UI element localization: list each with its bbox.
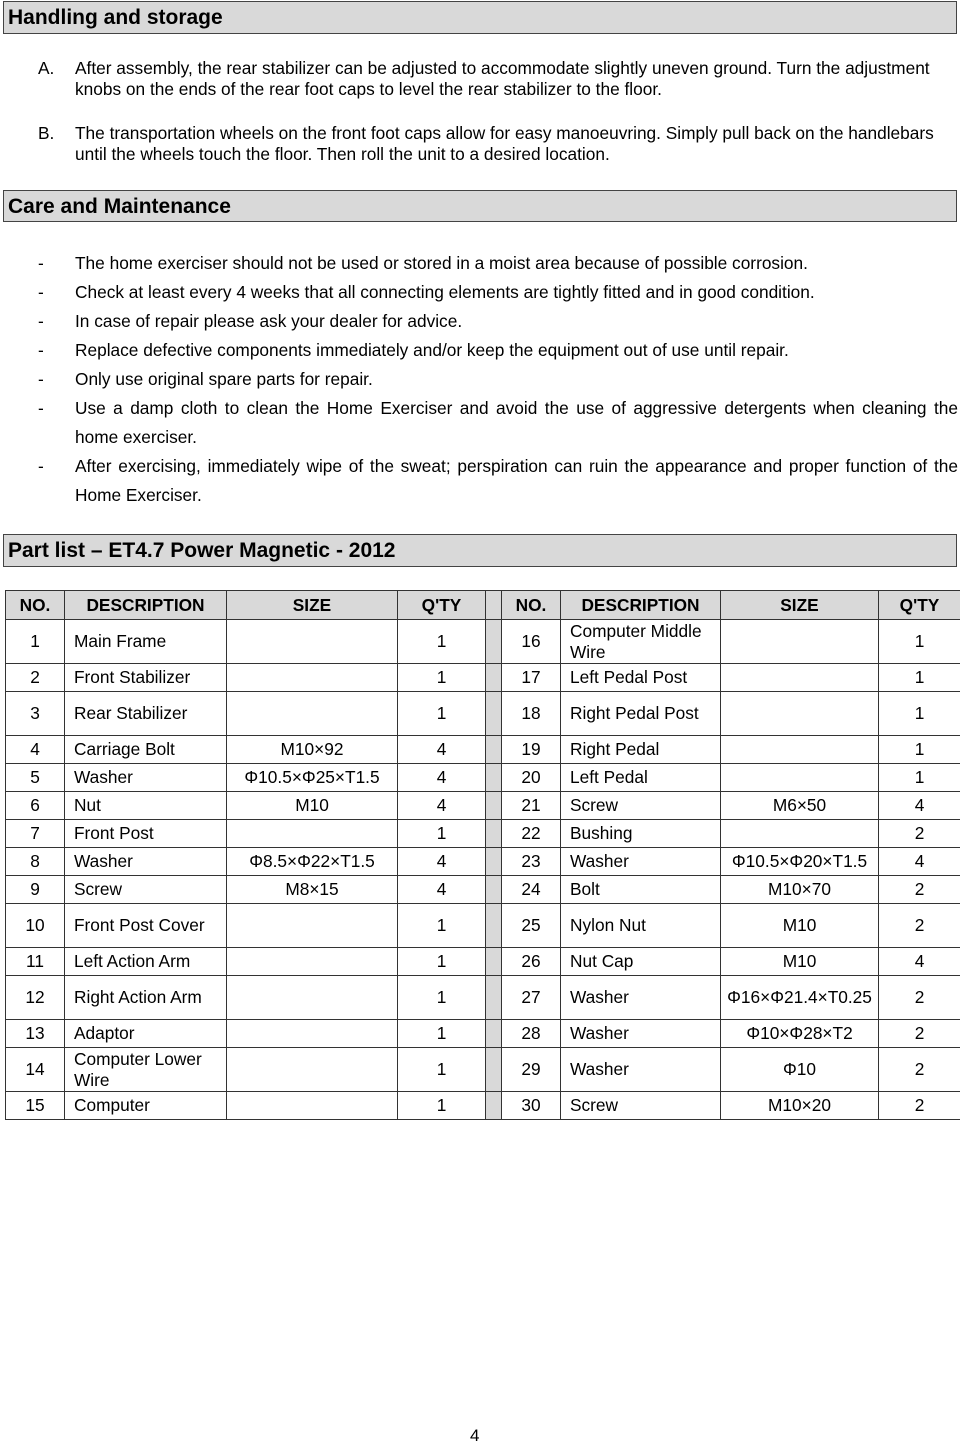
care-bullet xyxy=(38,336,958,365)
part-quantity: 4 xyxy=(879,948,960,976)
part-size xyxy=(721,620,879,664)
column-separator xyxy=(486,620,502,664)
column-separator xyxy=(486,876,502,904)
bullet-dash: - xyxy=(38,282,44,302)
part-quantity: 1 xyxy=(398,1048,486,1092)
bullet-dash: - xyxy=(38,311,44,331)
part-quantity: 4 xyxy=(398,876,486,904)
part-quantity: 1 xyxy=(398,664,486,692)
bullet-dash: - xyxy=(38,398,44,418)
part-size xyxy=(227,1020,398,1048)
part-description: Adaptor xyxy=(65,1020,227,1048)
column-separator xyxy=(486,848,502,876)
part-size xyxy=(227,976,398,1020)
header-no: NO. xyxy=(6,591,65,620)
column-separator xyxy=(486,976,502,1020)
part-number: 20 xyxy=(502,764,561,792)
table-row xyxy=(6,736,960,764)
bullet-text: Replace defective components immediately and/or keep the equipment out of use until repair. xyxy=(75,340,789,360)
bullet-text: The home exerciser should not be used or stored in a moist area because of possible corrosion. xyxy=(75,253,808,273)
column-separator xyxy=(486,591,502,620)
table-row xyxy=(6,692,960,736)
part-quantity: 4 xyxy=(398,848,486,876)
part-quantity: 1 xyxy=(879,692,960,736)
part-description: Computer Middle Wire xyxy=(561,620,721,664)
part-size: Φ10 xyxy=(721,1048,879,1092)
part-description: Right Action Arm xyxy=(65,976,227,1020)
bullet-text: After exercising, immediately wipe of the sweat; perspiration can ruin the appearance and proper function of the Home Exerciser. xyxy=(75,456,958,505)
table-row xyxy=(6,792,960,820)
part-number: 29 xyxy=(502,1048,561,1092)
care-title-text: Care and Maintenance xyxy=(8,194,231,218)
part-size: Φ10.5×Φ20×T1.5 xyxy=(721,848,879,876)
table-row xyxy=(6,664,960,692)
table-row xyxy=(6,1048,960,1092)
part-number: 24 xyxy=(502,876,561,904)
care-section-title xyxy=(3,190,957,222)
part-description: Bushing xyxy=(561,820,721,848)
part-description: Front Post Cover xyxy=(65,904,227,948)
column-separator xyxy=(486,692,502,736)
part-number: 15 xyxy=(6,1092,65,1120)
column-separator xyxy=(486,820,502,848)
part-number: 5 xyxy=(6,764,65,792)
part-quantity: 1 xyxy=(879,736,960,764)
care-bullet xyxy=(38,307,958,336)
part-quantity: 4 xyxy=(398,736,486,764)
part-size xyxy=(721,820,879,848)
parts-table xyxy=(5,590,960,1120)
care-bullet xyxy=(38,365,958,394)
bullet-dash: - xyxy=(38,456,44,476)
item-text: The transportation wheels on the front foot caps allow for easy manoeuvring. Simply pull back on the handlebars until the wheels touch the floor. Then roll the unit to a desired location. xyxy=(75,123,934,164)
part-description: Rear Stabilizer xyxy=(65,692,227,736)
bullet-dash: - xyxy=(38,253,44,273)
part-description: Nylon Nut xyxy=(561,904,721,948)
part-size: M10×92 xyxy=(227,736,398,764)
header-description: DESCRIPTION xyxy=(561,591,721,620)
header-qty: Q'TY xyxy=(398,591,486,620)
part-number: 3 xyxy=(6,692,65,736)
part-size xyxy=(721,664,879,692)
part-quantity: 1 xyxy=(879,620,960,664)
part-description: Washer xyxy=(561,976,721,1020)
part-description: Computer Lower Wire xyxy=(65,1048,227,1092)
bullet-text: Use a damp cloth to clean the Home Exerciser and avoid the use of aggressive detergents when cleaning the home exerciser. xyxy=(75,398,958,447)
table-row xyxy=(6,876,960,904)
part-description: Washer xyxy=(561,1048,721,1092)
part-quantity: 1 xyxy=(398,948,486,976)
header-description: DESCRIPTION xyxy=(65,591,227,620)
part-description: Nut Cap xyxy=(561,948,721,976)
care-bullet xyxy=(38,278,958,307)
table-row xyxy=(6,620,960,664)
parts-title-text: Part list – ET4.7 Power Magnetic - 2012 xyxy=(8,539,396,562)
part-number: 13 xyxy=(6,1020,65,1048)
table-row xyxy=(6,848,960,876)
part-number: 21 xyxy=(502,792,561,820)
table-row xyxy=(6,904,960,948)
part-size xyxy=(227,948,398,976)
column-separator xyxy=(486,1048,502,1092)
part-quantity: 2 xyxy=(879,820,960,848)
part-number: 4 xyxy=(6,736,65,764)
part-quantity: 1 xyxy=(398,976,486,1020)
part-quantity: 2 xyxy=(879,1048,960,1092)
part-size xyxy=(721,692,879,736)
part-quantity: 1 xyxy=(879,664,960,692)
part-description: Left Pedal xyxy=(561,764,721,792)
table-row xyxy=(6,1092,960,1120)
part-description: Main Frame xyxy=(65,620,227,664)
bullet-dash: - xyxy=(38,369,44,389)
column-separator xyxy=(486,1020,502,1048)
part-quantity: 2 xyxy=(879,904,960,948)
part-size xyxy=(227,692,398,736)
part-description: Left Pedal Post xyxy=(561,664,721,692)
part-number: 2 xyxy=(6,664,65,692)
part-quantity: 2 xyxy=(879,1092,960,1120)
part-number: 10 xyxy=(6,904,65,948)
part-quantity: 4 xyxy=(879,848,960,876)
part-description: Carriage Bolt xyxy=(65,736,227,764)
part-description: Front Post xyxy=(65,820,227,848)
handling-item-a xyxy=(38,58,958,100)
part-size: M10 xyxy=(227,792,398,820)
part-quantity: 1 xyxy=(398,1092,486,1120)
part-size: M10 xyxy=(721,948,879,976)
part-size: Φ16×Φ21.4×T0.25 xyxy=(721,976,879,1020)
part-description: Screw xyxy=(561,1092,721,1120)
part-size: M6×50 xyxy=(721,792,879,820)
column-separator xyxy=(486,904,502,948)
table-row xyxy=(6,948,960,976)
handling-item-b xyxy=(38,123,958,165)
part-description: Nut xyxy=(65,792,227,820)
part-number: 25 xyxy=(502,904,561,948)
handling-title-text: Handling and storage xyxy=(8,6,223,29)
part-quantity: 2 xyxy=(879,976,960,1020)
part-size: Φ10.5×Φ25×T1.5 xyxy=(227,764,398,792)
header-qty: Q'TY xyxy=(879,591,960,620)
part-number: 12 xyxy=(6,976,65,1020)
table-row xyxy=(6,764,960,792)
part-description: Washer xyxy=(561,848,721,876)
part-size xyxy=(227,620,398,664)
part-number: 16 xyxy=(502,620,561,664)
part-number: 8 xyxy=(6,848,65,876)
part-description: Screw xyxy=(65,876,227,904)
part-quantity: 2 xyxy=(879,876,960,904)
bullet-text: Only use original spare parts for repair. xyxy=(75,369,373,389)
part-description: Washer xyxy=(65,848,227,876)
column-separator xyxy=(486,764,502,792)
column-separator xyxy=(486,736,502,764)
part-number: 22 xyxy=(502,820,561,848)
part-size xyxy=(721,764,879,792)
part-quantity: 2 xyxy=(879,1020,960,1048)
table-header-row xyxy=(6,591,960,620)
table-row xyxy=(6,1020,960,1048)
part-number: 30 xyxy=(502,1092,561,1120)
part-number: 19 xyxy=(502,736,561,764)
part-quantity: 1 xyxy=(398,820,486,848)
part-size: Φ8.5×Φ22×T1.5 xyxy=(227,848,398,876)
care-bullet xyxy=(38,452,958,510)
part-quantity: 4 xyxy=(398,764,486,792)
part-size: M10×20 xyxy=(721,1092,879,1120)
part-size: Φ10×Φ28×T2 xyxy=(721,1020,879,1048)
part-quantity: 4 xyxy=(879,792,960,820)
part-number: 1 xyxy=(6,620,65,664)
part-number: 17 xyxy=(502,664,561,692)
part-description: Computer xyxy=(65,1092,227,1120)
part-size: M10 xyxy=(721,904,879,948)
part-size xyxy=(227,664,398,692)
part-description: Washer xyxy=(65,764,227,792)
part-number: 9 xyxy=(6,876,65,904)
handling-section-title xyxy=(3,1,957,34)
part-number: 7 xyxy=(6,820,65,848)
part-description: Washer xyxy=(561,1020,721,1048)
part-number: 6 xyxy=(6,792,65,820)
item-text: After assembly, the rear stabilizer can be adjusted to accommodate slightly uneven ground. Turn the adjustment knobs on the ends of the rear foot caps to level the rear stabilizer to the floor. xyxy=(75,58,930,99)
item-marker: A. xyxy=(38,58,55,78)
column-separator xyxy=(486,664,502,692)
part-number: 14 xyxy=(6,1048,65,1092)
part-number: 23 xyxy=(502,848,561,876)
part-quantity: 1 xyxy=(398,620,486,664)
part-number: 11 xyxy=(6,948,65,976)
part-number: 28 xyxy=(502,1020,561,1048)
table-row xyxy=(6,976,960,1020)
part-quantity: 1 xyxy=(398,1020,486,1048)
part-size xyxy=(227,820,398,848)
part-size: M8×15 xyxy=(227,876,398,904)
part-description: Right Pedal Post xyxy=(561,692,721,736)
column-separator xyxy=(486,792,502,820)
bullet-text: In case of repair please ask your dealer for advice. xyxy=(75,311,463,331)
part-quantity: 1 xyxy=(879,764,960,792)
part-quantity: 1 xyxy=(398,904,486,948)
care-bullet xyxy=(38,394,958,452)
part-size: M10×70 xyxy=(721,876,879,904)
parts-section-title xyxy=(3,534,957,567)
part-description: Front Stabilizer xyxy=(65,664,227,692)
part-quantity: 4 xyxy=(398,792,486,820)
part-number: 27 xyxy=(502,976,561,1020)
part-number: 26 xyxy=(502,948,561,976)
bullet-text: Check at least every 4 weeks that all connecting elements are tightly fitted and in good condition. xyxy=(75,282,815,302)
part-description: Left Action Arm xyxy=(65,948,227,976)
part-number: 18 xyxy=(502,692,561,736)
table-row xyxy=(6,820,960,848)
column-separator xyxy=(486,1092,502,1120)
header-no: NO. xyxy=(502,591,561,620)
part-description: Bolt xyxy=(561,876,721,904)
bullet-dash: - xyxy=(38,340,44,360)
item-marker: B. xyxy=(38,123,55,143)
part-description: Screw xyxy=(561,792,721,820)
part-size xyxy=(227,1092,398,1120)
part-size xyxy=(721,736,879,764)
care-bullet xyxy=(38,249,958,278)
header-size: SIZE xyxy=(227,591,398,620)
header-size: SIZE xyxy=(721,591,879,620)
part-size xyxy=(227,1048,398,1092)
column-separator xyxy=(486,948,502,976)
page-number: 4 xyxy=(470,1426,480,1444)
part-quantity: 1 xyxy=(398,692,486,736)
part-description: Right Pedal xyxy=(561,736,721,764)
part-size xyxy=(227,904,398,948)
